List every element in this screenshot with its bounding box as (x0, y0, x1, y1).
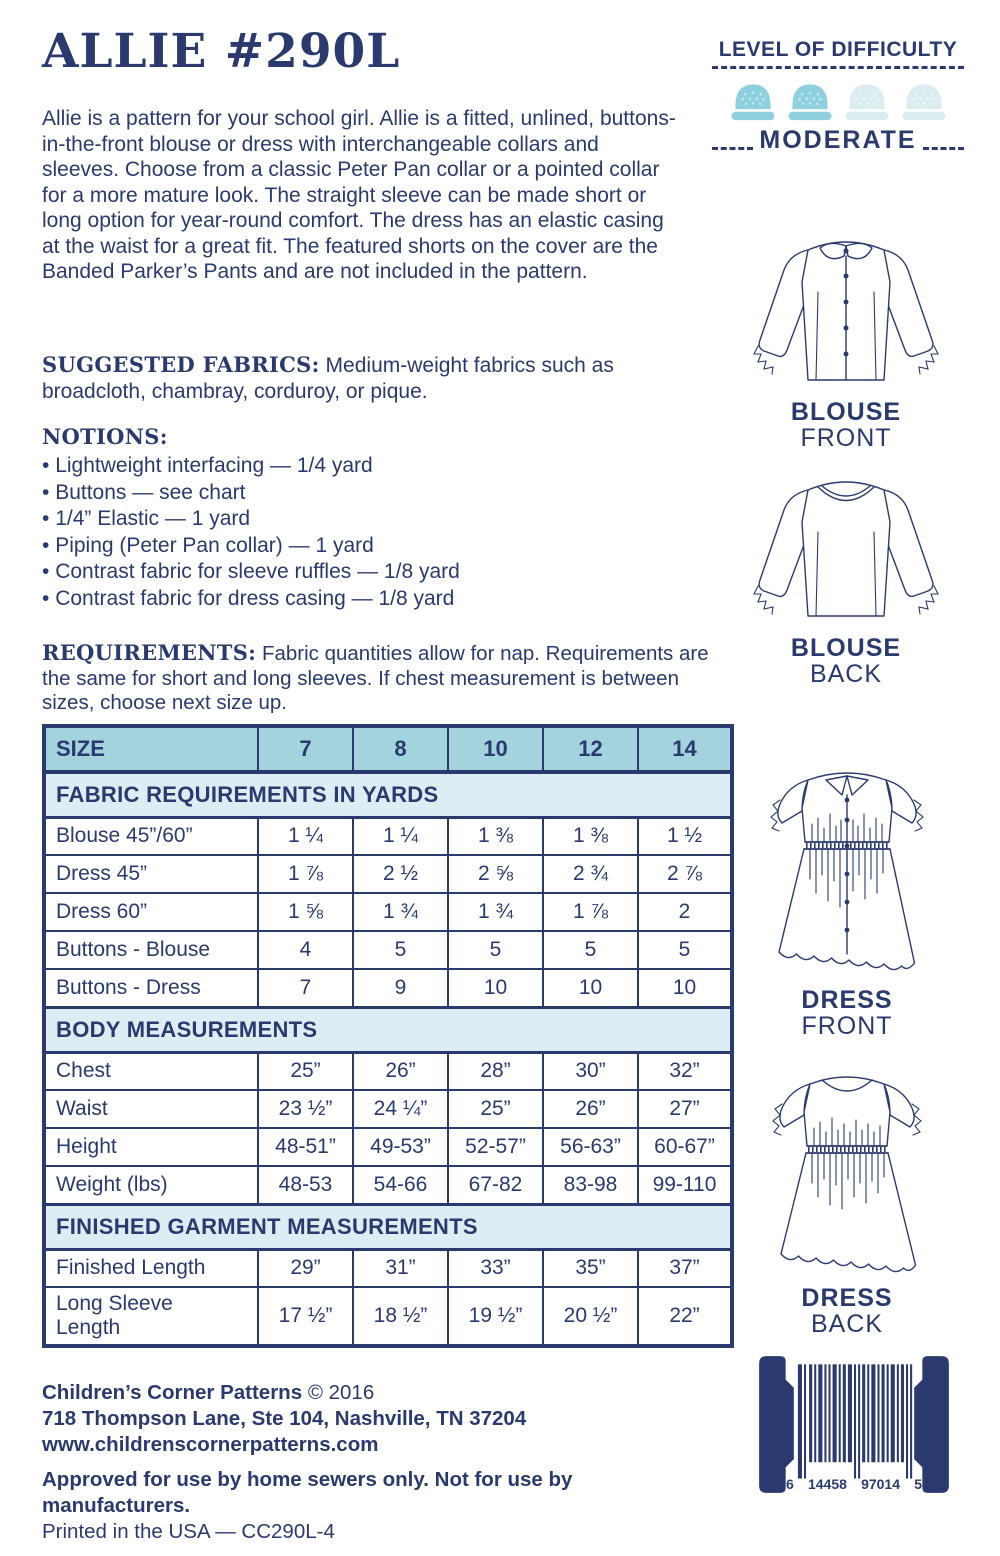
table-cell: 25” (258, 1052, 353, 1090)
table-cell: 2 ½ (353, 855, 448, 893)
table-cell: 1 ¼ (258, 817, 353, 855)
table-cell: 1 ¾ (448, 893, 543, 931)
notions-item: • Buttons — see chart (42, 480, 702, 507)
figure-label (722, 1285, 972, 1337)
figure-label (722, 987, 972, 1039)
table-cell: 1 ½ (638, 817, 732, 855)
table-cell: 32” (638, 1052, 732, 1090)
table-cell: 4 (258, 931, 353, 969)
section-header-row (44, 1007, 732, 1052)
table-cell: 17 ½” (258, 1287, 353, 1346)
row-label: Height (44, 1128, 258, 1166)
figure-blouse-back (722, 462, 970, 687)
size-chart (42, 724, 734, 1348)
table-cell: 56-63” (543, 1128, 638, 1166)
table-cell: 25” (448, 1090, 543, 1128)
printed-notice: Printed in the USA — CC290L-4 (42, 1520, 335, 1543)
barcode-digit-group: 97014 (861, 1476, 901, 1492)
section-header-row (44, 1204, 732, 1249)
publisher-name: Children’s Corner Patterns (42, 1381, 303, 1404)
table-cell: 9 (353, 969, 448, 1007)
suggested-fabrics-label: SUGGESTED FABRICS: (42, 352, 320, 377)
figure-label-line1: BLOUSE (790, 398, 902, 426)
table-row (44, 1128, 732, 1166)
dashed-divider (712, 66, 964, 69)
table-cell: 27” (638, 1090, 732, 1128)
table-cell: 7 (258, 969, 353, 1007)
table-cell: 30” (543, 1052, 638, 1090)
table-cell: 1 ¼ (353, 817, 448, 855)
difficulty-meter (712, 38, 964, 155)
publisher-website: www.childrenscornerpatterns.com (42, 1433, 379, 1456)
table-row (44, 1166, 732, 1204)
barcode-digit-group: 14458 (807, 1476, 847, 1492)
barcode-digit-group: 6 (786, 1476, 794, 1492)
row-label: Finished Length (44, 1249, 258, 1287)
table-cell: 2 ⅝ (448, 855, 543, 893)
table-cell: 1 ¾ (353, 893, 448, 931)
table-cell: 1 ⅜ (543, 817, 638, 855)
table-header-row (44, 726, 732, 772)
table-cell: 1 ⅜ (448, 817, 543, 855)
size-column-header: 10 (448, 726, 543, 772)
barcode-digit-group: 5 (914, 1476, 922, 1492)
table-cell: 35” (543, 1249, 638, 1287)
table-row (44, 1052, 732, 1090)
publisher-address: 718 Thompson Lane, Ste 104, Nashville, TN 37204 (42, 1407, 527, 1430)
table-cell: 22” (638, 1287, 732, 1346)
table-row (44, 855, 732, 893)
table-cell: 5 (543, 931, 638, 969)
row-label: Waist (44, 1090, 258, 1128)
section-header: FABRIC REQUIREMENTS IN YARDS (44, 772, 732, 817)
dashed-divider (712, 147, 753, 150)
table-cell: 49-53” (353, 1128, 448, 1166)
figure-label-line2: FRONT (801, 1012, 893, 1040)
size-column-header: 7 (258, 726, 353, 772)
table-row (44, 931, 732, 969)
table-cell: 1 ⅞ (258, 855, 353, 893)
thimble-icon (727, 78, 779, 122)
thimble-rating (712, 78, 964, 122)
dress-back-illustration (722, 1054, 972, 1278)
row-label: Dress 45” (44, 855, 258, 893)
table-row (44, 1287, 732, 1346)
table-cell: 5 (353, 931, 448, 969)
table-row (44, 969, 732, 1007)
table-cell: 48-51” (258, 1128, 353, 1166)
thimble-icon (841, 78, 893, 122)
blouse-front-illustration (726, 220, 966, 392)
size-column-header: 14 (638, 726, 732, 772)
barcode-spool (752, 1352, 956, 1502)
notions-list (42, 453, 702, 612)
table-row (44, 1090, 732, 1128)
requirements-label: REQUIREMENTS: (42, 640, 257, 665)
table-cell: 1 ⅞ (543, 893, 638, 931)
thimble-icon (898, 78, 950, 122)
figure-label (722, 399, 970, 451)
figure-label-line2: FRONT (800, 424, 892, 452)
table-cell: 29” (258, 1249, 353, 1287)
table-cell: 83-98 (543, 1166, 638, 1204)
table-cell: 10 (543, 969, 638, 1007)
table-cell: 2 ⅞ (638, 855, 732, 893)
size-chart-table (42, 724, 734, 1348)
thimble-icon (784, 78, 836, 122)
table-row (44, 893, 732, 931)
table-cell: 28” (448, 1052, 543, 1090)
row-label: Buttons - Dress (44, 969, 258, 1007)
notions-section (42, 424, 702, 612)
table-cell: 60-67” (638, 1128, 732, 1166)
difficulty-title: LEVEL OF DIFFICULTY (718, 38, 958, 61)
figure-label-line1: BLOUSE (790, 634, 902, 662)
copyright: © 2016 (307, 1381, 375, 1404)
section-header: BODY MEASUREMENTS (44, 1007, 732, 1052)
table-cell: 52-57” (448, 1128, 543, 1166)
table-cell: 1 ⅝ (258, 893, 353, 931)
notions-item: • Contrast fabric for dress casing — 1/8 yard (42, 586, 702, 613)
row-label: Long Sleeve Length (44, 1287, 258, 1346)
figure-blouse-front (722, 220, 970, 451)
table-cell: 10 (638, 969, 732, 1007)
row-label: Dress 60” (44, 893, 258, 931)
notions-label: NOTIONS: (42, 424, 168, 449)
suggested-fabrics-paragraph (42, 352, 690, 404)
figure-dress-front (722, 748, 972, 1039)
figure-label-line2: BACK (810, 1310, 884, 1338)
table-cell: 48-53 (258, 1166, 353, 1204)
table-cell: 67-82 (448, 1166, 543, 1204)
size-header-cell: SIZE (44, 726, 258, 772)
dress-front-illustration (722, 748, 972, 980)
requirements-paragraph (42, 640, 710, 716)
notions-item: • Lightweight interfacing — 1/4 yard (42, 453, 702, 480)
table-cell: 99-110 (638, 1166, 732, 1204)
figure-dress-back (722, 1054, 972, 1337)
size-column-header: 8 (353, 726, 448, 772)
difficulty-level (712, 126, 964, 155)
table-cell: 5 (638, 931, 732, 969)
barcode-digits (786, 1476, 922, 1492)
table-cell: 10 (448, 969, 543, 1007)
requirements-text: Fabric quantities allow for nap. Requirements are the same for short and long sleeves. If chest measurement is between sizes, choose next size up. (42, 642, 709, 715)
table-cell: 20 ½” (543, 1287, 638, 1346)
table-cell: 23 ½” (258, 1090, 353, 1128)
size-column-header: 12 (543, 726, 638, 772)
table-cell: 2 ¾ (543, 855, 638, 893)
table-row (44, 817, 732, 855)
row-label: Buttons - Blouse (44, 931, 258, 969)
figure-label-line1: DRESS (801, 1284, 893, 1312)
table-cell: 54-66 (353, 1166, 448, 1204)
table-cell: 2 (638, 893, 732, 931)
section-header-row (44, 772, 732, 817)
table-cell: 26” (353, 1052, 448, 1090)
blouse-back-illustration (726, 462, 966, 628)
approved-notice: Approved for use by home sewers only. Not for use by manufacturers. (42, 1468, 573, 1517)
page-title: ALLIE #290L (42, 24, 401, 79)
table-cell: 37” (638, 1249, 732, 1287)
row-label: Weight (lbs) (44, 1166, 258, 1204)
row-label: Chest (44, 1052, 258, 1090)
row-label: Blouse 45”/60” (44, 817, 258, 855)
figure-label-line2: BACK (809, 660, 883, 688)
notions-item: • 1/4” Elastic — 1 yard (42, 506, 702, 533)
dashed-divider (923, 147, 964, 150)
table-cell: 24 ¼” (353, 1090, 448, 1128)
footer (42, 1380, 722, 1545)
difficulty-level-label: MODERATE (759, 126, 917, 154)
table-row (44, 1249, 732, 1287)
table-cell: 31” (353, 1249, 448, 1287)
figure-label-line1: DRESS (801, 986, 893, 1014)
figure-label (722, 635, 970, 687)
table-cell: 33” (448, 1249, 543, 1287)
table-cell: 18 ½” (353, 1287, 448, 1346)
suggested-fabrics-text: Medium-weight fabrics such as broadcloth, chambray, corduroy, or pique. (42, 354, 614, 403)
notions-item: • Contrast fabric for sleeve ruffles — 1/8 yard (42, 559, 702, 586)
pattern-description: Allie is a pattern for your school girl. Allie is a fitted, unlined, buttons-in-the-front blouse or dress with interchangeable collars and sleeves. Choose from a classic Peter Pan collar or a pointed collar for a more mature look. The straight sleeve can be made short or long option for year-round comfort. The dress has an elastic casing at the waist for a great fit. The featured shorts on the cover are the Banded Parker’s Pants and are not included in the pattern. (42, 107, 676, 283)
table-cell: 5 (448, 931, 543, 969)
notions-item: • Piping (Peter Pan collar) — 1 yard (42, 533, 702, 560)
table-cell: 26” (543, 1090, 638, 1128)
table-cell: 19 ½” (448, 1287, 543, 1346)
section-header: FINISHED GARMENT MEASUREMENTS (44, 1204, 732, 1249)
